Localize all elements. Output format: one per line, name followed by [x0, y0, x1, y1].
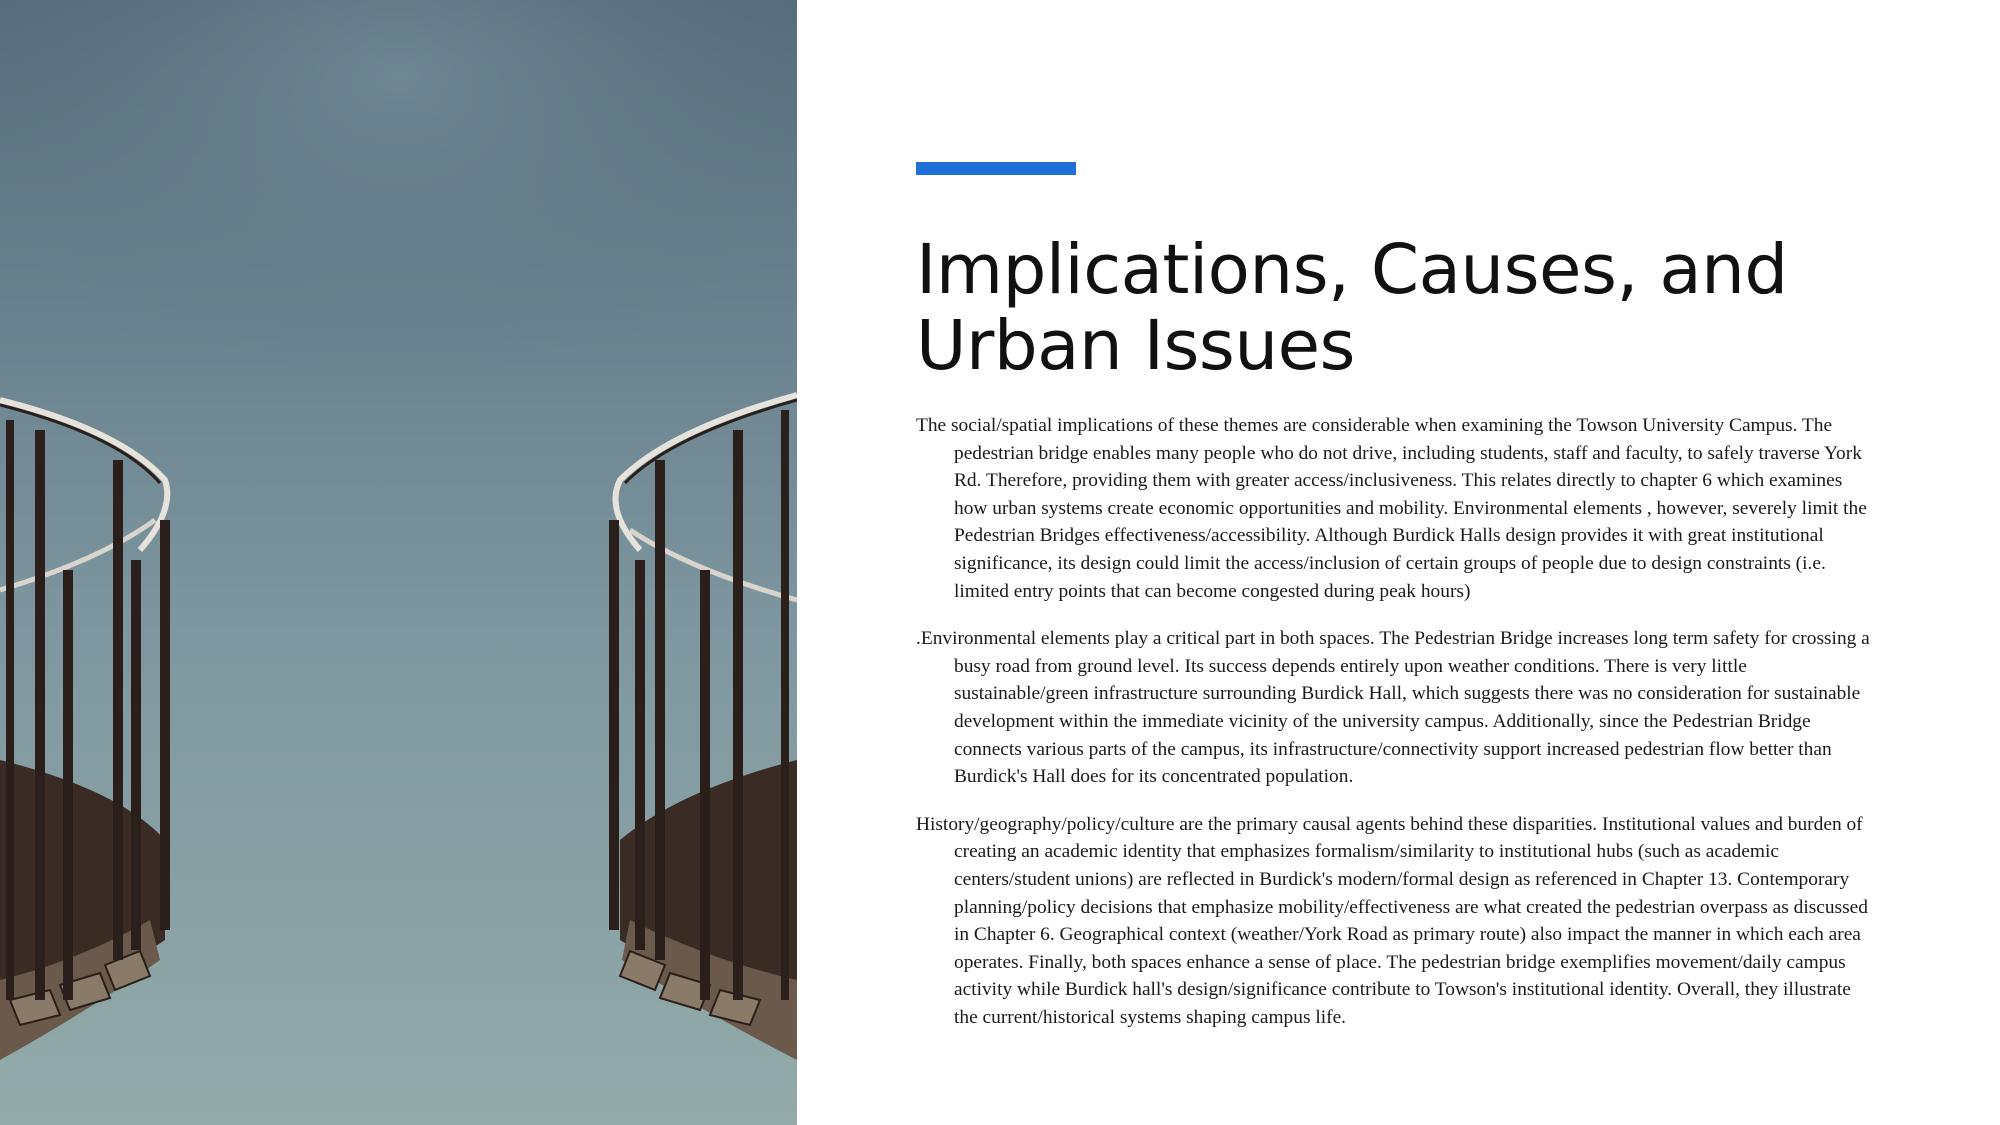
paragraph-implications: The social/spatial implications of these themes are considerable when examining the Towson University Campus. The pedestrian bridge enables many people who do not drive, including students, staff and faculty, to safely traverse York Rd. Therefore, providing them with greater access/inclusiveness. This relates directly to chapter 6 which examines how urban systems create economic opportunities and mobility. Environmental elements , however, severely limit the Pedestrian Bridges effectiveness/accessibility. Although Burdick Halls design provides it with great institutional significance, its design could limit the access/inclusion of certain groups of people due to design constraints (i.e. limited entry points that can become congested during peak hours) [916, 415, 1867, 602]
accent-bar [916, 162, 1076, 175]
spiral-staircases-photo [0, 0, 797, 1125]
slide-title: Implications, Causes, and Urban Issues [916, 230, 1788, 386]
slide-body [916, 412, 1876, 1051]
staircase-illustration [0, 0, 797, 1125]
paragraph-environmental: .Environmental elements play a critical part in both spaces. The Pedestrian Bridge increases long term safety for crossing a busy road from ground level. Its success depends entirely upon weather conditions. There is very little sustainable/green infrastructure surrounding Burdick Hall, which suggests there was no consideration for sustainable development within the immediate vicinity of the university campus. Additionally, since the Pedestrian Bridge connects various parts of the campus, its infrastructure/connectivity support increased pedestrian flow better than Burdick's Hall does for its concentrated population. [916, 628, 1870, 788]
paragraph-causes: History/geography/policy/culture are the primary causal agents behind these disparities. Institutional values and burden of creating an academic identity that emphasizes formalism/similarity to institutional hubs (such as academic centers/student unions) are reflected in Burdick's modern/formal design as referenced in Chapter 13. Contemporary planning/policy decisions that emphasize mobility/effectiveness are what created the pedestrian overpass as discussed in Chapter 6. Geographical context (weather/York Road as primary route) also impact the manner in which each area operates. Finally, both spaces enhance a sense of place. The pedestrian bridge exemplifies movement/daily campus activity while Burdick hall's design/significance contribute to Towson's institutional identity. Overall, they illustrate the current/historical systems shaping campus life. [916, 813, 1868, 1028]
